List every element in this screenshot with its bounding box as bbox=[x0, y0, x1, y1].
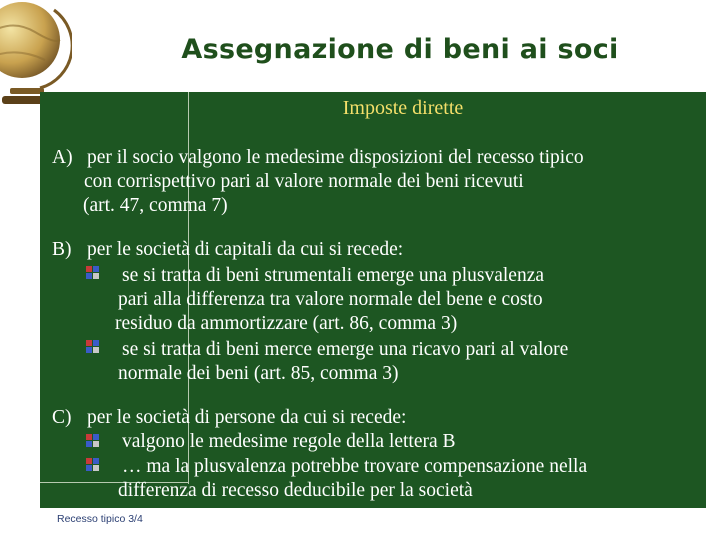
square-bullet-icon bbox=[86, 340, 99, 353]
section-b-bullet-line: normale dei beni (art. 85, comma 3) bbox=[118, 363, 399, 384]
section-c-line: per le società di persone da cui si recede: bbox=[87, 407, 407, 428]
square-bullet-icon bbox=[86, 434, 99, 447]
section-b-line: per le società di capitali da cui si recede: bbox=[87, 239, 404, 260]
section-c-marker: C) bbox=[52, 407, 72, 428]
section-c-bullet-line: differenza di recesso deducibile per la società bbox=[118, 480, 473, 501]
section-b-bullet-line: se si tratta di beni merce emerge una ricavo pari al valore bbox=[122, 339, 569, 360]
slide-content bbox=[40, 92, 706, 508]
section-b-bullet-line: pari alla differenza tra valore normale del bene e costo bbox=[118, 289, 543, 310]
section-a-line: (art. 47, comma 7) bbox=[83, 195, 228, 216]
square-bullet-icon bbox=[86, 458, 99, 471]
section-b-bullet-line: se si tratta di beni strumentali emerge una plusvalenza bbox=[122, 265, 545, 286]
section-b-marker: B) bbox=[52, 239, 72, 260]
slide-footer: Recesso tipico 3/4 bbox=[57, 513, 143, 525]
section-a-marker: A) bbox=[52, 147, 73, 168]
slide-title: Assegnazione di beni ai soci bbox=[181, 34, 619, 65]
section-c-bullet-line: … ma la plusvalenza potrebbe trovare compensazione nella bbox=[122, 456, 588, 477]
square-bullet-icon bbox=[86, 266, 99, 279]
section-b-bullet-line: residuo da ammortizzare (art. 86, comma 3) bbox=[115, 313, 458, 334]
section-a-line: con corrispettivo pari al valore normale dei beni ricevuti bbox=[84, 171, 524, 192]
section-a-line: per il socio valgono le medesime disposizioni del recesso tipico bbox=[87, 147, 584, 168]
section-c-bullet-line: valgono le medesime regole della lettera B bbox=[122, 431, 456, 452]
slide-subtitle: Imposte dirette bbox=[342, 97, 464, 119]
